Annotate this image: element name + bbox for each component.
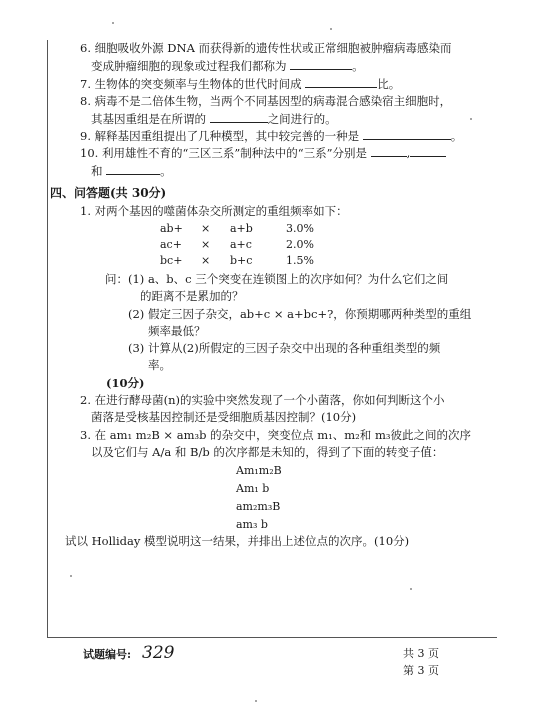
q8-line2: 其基因重组是在所谓的 之间进行的。 — [91, 112, 337, 126]
table-row-freq: 1.5% — [286, 254, 314, 267]
q3-closing: 试以 Holliday 模型说明这一结果，并排出上述位点的次序。(10分) — [65, 534, 410, 548]
list-item: Am₁m₂B — [236, 464, 282, 477]
q1-sub1-line1: 问：(1) a、b、c 三个突变在连锁图上的次序如何？为什么它们之间 — [105, 272, 449, 286]
table-row-partner: a+c — [230, 238, 252, 251]
q2-line2: 菌落是受核基因控制还是受细胞质基因控制？(10分) — [91, 410, 357, 424]
q1-sub3-line2: 率。 — [148, 358, 171, 372]
list-item: am₂m₃B — [236, 500, 281, 513]
q3-line2: 以及它们与 A/a 和 B/b 的次序都是未知的，得到了下面的转变子值： — [91, 445, 444, 459]
scan-speck — [470, 118, 472, 120]
exam-code-number: 329 — [142, 643, 175, 663]
q7-blank — [305, 76, 377, 88]
table-row-freq: 2.0% — [286, 238, 314, 251]
q9: 9. 解释基因重组提出了几种模型，其中较完善的一种是 。 — [80, 129, 463, 143]
table-row-op: × — [201, 238, 211, 251]
exam-code-label: 试题编号: — [83, 648, 132, 661]
scan-speck — [70, 575, 72, 577]
table-row-op: × — [201, 254, 211, 267]
table-row-freq: 3.0% — [286, 222, 314, 235]
q6-line2: 变成肿瘤细胞的现象或过程我们都称为 。 — [91, 59, 364, 73]
q7: 7. 生物体的突变频率与生物体的世代时间成 比。 — [80, 77, 401, 91]
table-row: ab+ — [160, 222, 183, 235]
list-item: am₃ b — [236, 518, 268, 531]
page-frame-left — [47, 40, 48, 638]
table-row-partner: a+b — [230, 222, 253, 235]
q10-line1: 10. 利用雄性不育的“三区三系”制种法中的“三系”分别是 , — [80, 145, 446, 160]
scan-speck — [410, 588, 412, 590]
table-row-op: × — [201, 222, 211, 235]
q1-sub3-line1: (3) 计算从(2)所假定的三因子杂交中出现的各种重组类型的频 — [128, 341, 441, 355]
q10-blank-2 — [410, 145, 446, 157]
table-row-partner: b+c — [230, 254, 253, 267]
table-row: ac+ — [160, 238, 182, 251]
q6-line1: 6. 细胞吸收外源 DNA 而获得新的遗传性状或正常细胞被肿瘤病毒感染而 — [80, 41, 452, 55]
q1-sub2-line2: 频率最低？ — [148, 324, 206, 338]
q3-line1: 3. 在 am₁ m₂B × am₃b 的杂交中，突变位点 m₁、m₂和 m₃彼此之间的次序 — [80, 428, 471, 442]
table-row: bc+ — [160, 254, 183, 267]
q10-line2: 和 。 — [91, 164, 172, 178]
q10-blank-3 — [106, 163, 160, 175]
q1-sub2-line1: (2) 假定三因子杂交，ab+c × a+bc+?，你预期哪两种类型的重组 — [128, 307, 472, 321]
q2-line1: 2. 在进行酵母菌(n)的实验中突然发现了一个小菌落，你如何判断这个小 — [80, 393, 445, 407]
q1-sub1-line2: 的距离不是累加的？ — [140, 289, 244, 303]
scan-speck — [255, 700, 257, 702]
q9-blank — [363, 128, 451, 140]
q1-score: (10分) — [106, 376, 145, 390]
total-pages: 共 3 页 — [403, 647, 439, 660]
current-page: 第 3 页 — [403, 664, 439, 677]
page-frame-bottom — [47, 637, 497, 638]
q1-stem: 1. 对两个基因的噬菌体杂交所测定的重组频率如下： — [80, 204, 348, 218]
section4-heading: 四、问答题(共 30分) — [50, 186, 167, 200]
list-item: Am₁ b — [236, 482, 270, 495]
scan-speck — [112, 22, 114, 24]
q10-blank-1 — [371, 145, 407, 157]
q6-blank — [290, 58, 352, 70]
scan-speck — [330, 28, 332, 30]
q8-blank — [210, 111, 268, 123]
q8-line1: 8. 病毒不是二倍体生物，当两个不同基因型的病毒混合感染宿主细胞时， — [80, 94, 452, 108]
